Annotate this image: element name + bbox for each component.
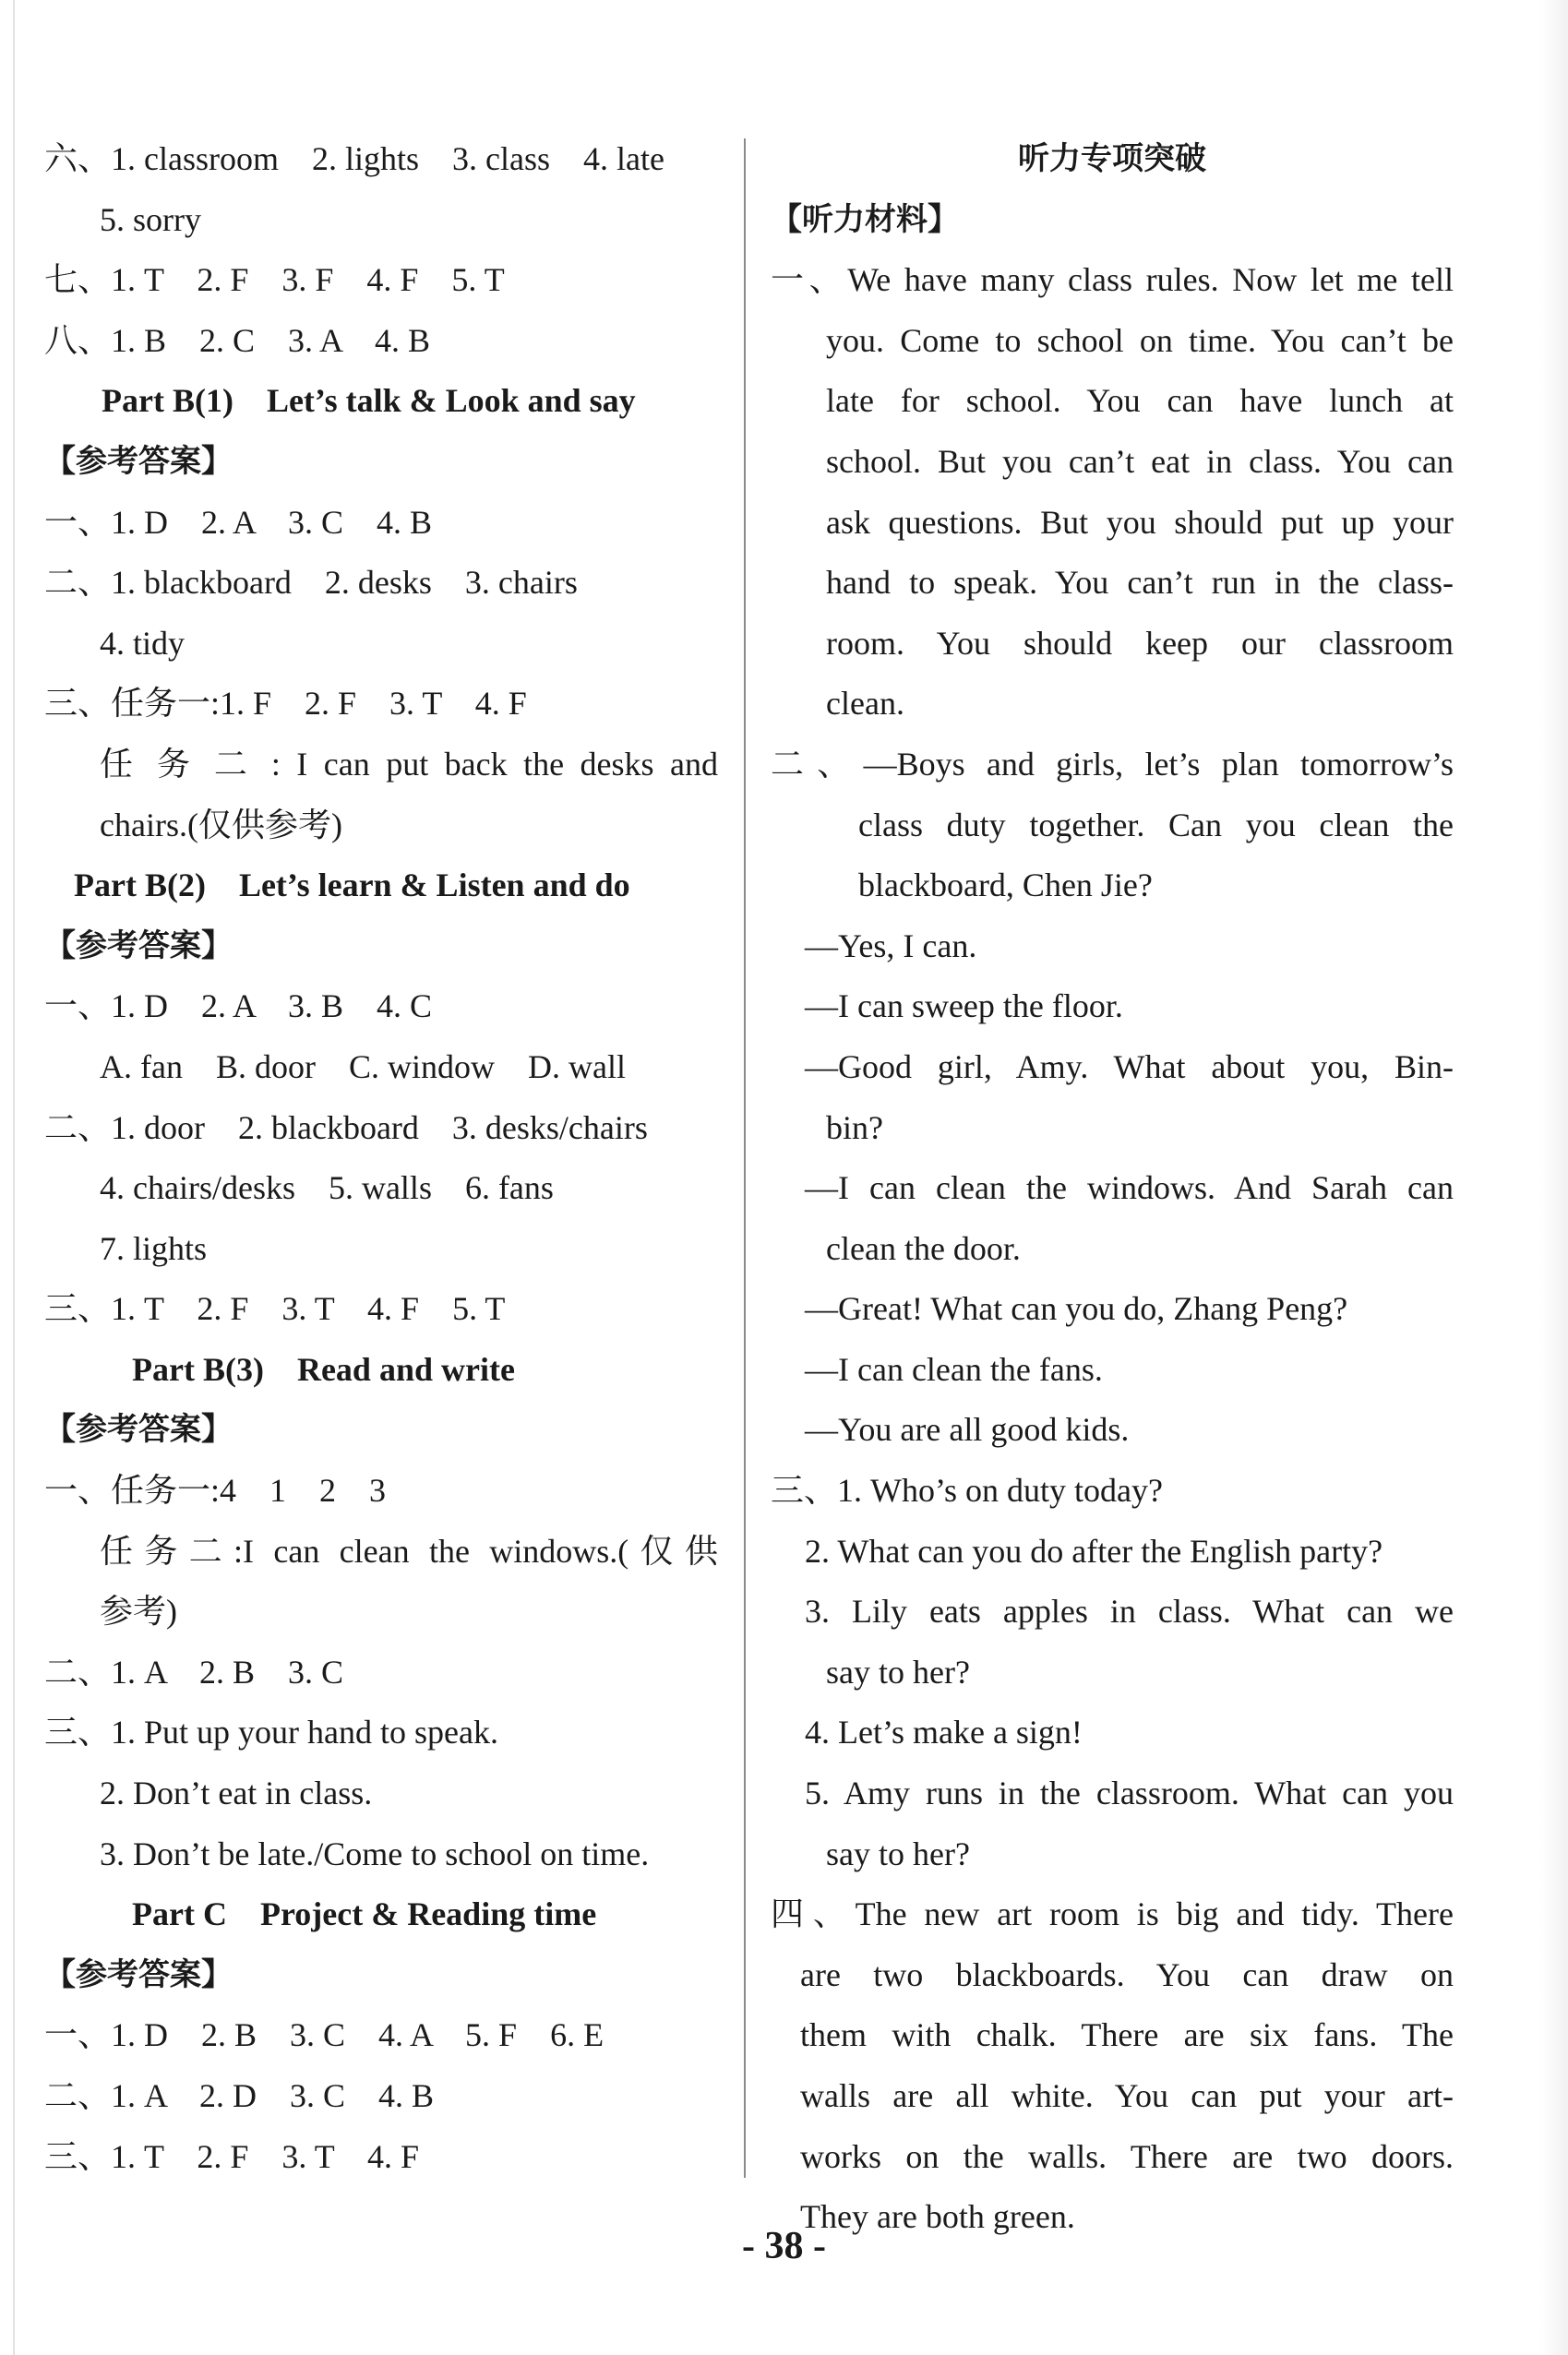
answer-line: Part B(3) Read and write [132,1350,515,1388]
answer-line: 二、1. A 2. D 3. C 4. B [44,2077,435,2114]
listening-text-line: late for school. You can have lunch at [826,382,1454,420]
listening-text-line: say to her? [826,1653,970,1691]
answer-line: 二、1. blackboard 2. desks 3. chairs [44,564,578,602]
listening-text-line: 三、1. Who’s on duty today? [771,1472,1163,1510]
listening-text-line: room. You should keep our classroom [826,624,1454,662]
listening-text-line: say to her? [826,1835,970,1872]
answer-line: 任 务 二 : I can put back the desks and [100,745,718,783]
answer-line: 一、1. D 2. B 3. C 4. A 5. F 6. E [44,2016,604,2054]
listening-text-line: clean the door. [826,1229,1021,1267]
listening-text-line: works on the walls. There are two doors. [800,2137,1454,2175]
answer-line: 参考) [100,1593,177,1631]
listening-text-line: —I can sweep the floor. [805,987,1123,1025]
answer-line: 4. tidy [100,624,186,662]
listening-text-line: walls are all white. You can put your art- [800,2077,1454,2114]
page-edge-mark [0,0,15,2355]
listening-text-line: are two blackboards. You can draw on [800,1955,1454,1993]
listening-text-line: you. Come to school on time. You can’t be [826,321,1454,359]
answer-line: 【参考答案】 [44,1411,233,1449]
answer-line: 3. Don’t be late./Come to school on time. [100,1835,650,1872]
page-shadow [1540,0,1568,2355]
answer-line: Part C Project & Reading time [132,1895,597,1933]
listening-text-line: —I can clean the fans. [805,1350,1103,1388]
column-divider [744,138,746,2178]
answer-line: Part B(1) Let’s talk & Look and say [102,382,636,420]
answer-line: 一、1. D 2. A 3. B 4. C [44,987,433,1025]
answer-line: 二、1. A 2. B 3. C [44,1653,344,1691]
answer-line: 【参考答案】 [44,442,233,480]
answer-line: 一、任务一:4 1 2 3 [44,1472,387,1510]
listening-text-line: —Yes, I can. [805,926,977,964]
listening-text-line: 2. What can you do after the English party? [805,1532,1383,1570]
listening-text-line: —You are all good kids. [805,1411,1130,1449]
answer-line: 4. chairs/desks 5. walls 6. fans [100,1169,554,1207]
answer-key-column [44,129,718,2187]
listening-text-line: —I can clean the windows. And Sarah can [805,1169,1454,1207]
answer-line: A. fan B. door C. window D. wall [100,1047,626,1085]
answer-line: 六、1. classroom 2. lights 3. class 4. late [44,140,664,177]
listening-text-line: 二、—Boys and girls, let’s plan tomorrow’s [771,745,1454,783]
answer-line: 三、任务一:1. F 2. F 3. T 4. F [44,685,527,723]
listening-text-line: —Good girl, Amy. What about you, Bin- [805,1047,1454,1085]
listening-text-line: them with chalk. There are six fans. The [800,2016,1454,2054]
answer-line: 七、1. T 2. F 3. F 4. F 5. T [44,261,505,299]
listening-text-line: 听力专项突破 [1018,140,1206,177]
listening-text-line: 4. Let’s make a sign! [805,1714,1083,1751]
listening-text-line: 【听力材料】 [771,200,959,238]
listening-text-line: 5. Amy runs in the classroom. What can you [805,1775,1454,1812]
listening-text-line: ask questions. But you should put up your [826,503,1454,541]
listening-text-line: bin? [826,1108,883,1146]
answer-line: 二、1. door 2. blackboard 3. desks/chairs [44,1108,648,1146]
answer-line: Part B(2) Let’s learn & Listen and do [74,867,630,904]
listening-text-line: 3. Lily eats apples in class. What can we [805,1593,1454,1631]
page-number: - 38 - [742,2225,826,2267]
listening-text-line: school. But you can’t eat in class. You can [826,442,1454,480]
listening-text-line: 四、The new art room is big and tidy. There [771,1895,1454,1933]
listening-text-line: They are both green. [800,2198,1075,2236]
listening-text-line: 一、We have many class rules. Now let me tell [771,261,1454,299]
listening-text-line: clean. [826,685,904,723]
answer-line: 5. sorry [100,200,201,238]
answer-line: chairs.(仅供参考) [100,806,342,843]
answer-line: 7. lights [100,1229,208,1267]
answer-line: 一、1. D 2. A 3. C 4. B [44,503,433,541]
listening-text-line: —Great! What can you do, Zhang Peng? [805,1290,1348,1328]
answer-line: 三、1. T 2. F 3. T 4. F 5. T [44,1290,506,1328]
answer-line: 【参考答案】 [44,926,233,964]
answer-line: 2. Don’t eat in class. [100,1775,373,1812]
listening-text-line: blackboard, Chen Jie? [858,867,1153,904]
answer-line: 三、1. Put up your hand to speak. [44,1714,498,1751]
answer-line: 【参考答案】 [44,1955,233,1993]
answer-line: 三、1. T 2. F 3. T 4. F [44,2137,420,2175]
listening-material-column [771,129,1454,2248]
listening-text-line: class duty together. Can you clean the [858,806,1454,843]
answer-line: 八、1. B 2. C 3. A 4. B [44,321,431,359]
listening-text-line: hand to speak. You can’t run in the class- [826,564,1454,602]
answer-line: 任务二:I can clean the windows.(仅供 [100,1532,718,1570]
